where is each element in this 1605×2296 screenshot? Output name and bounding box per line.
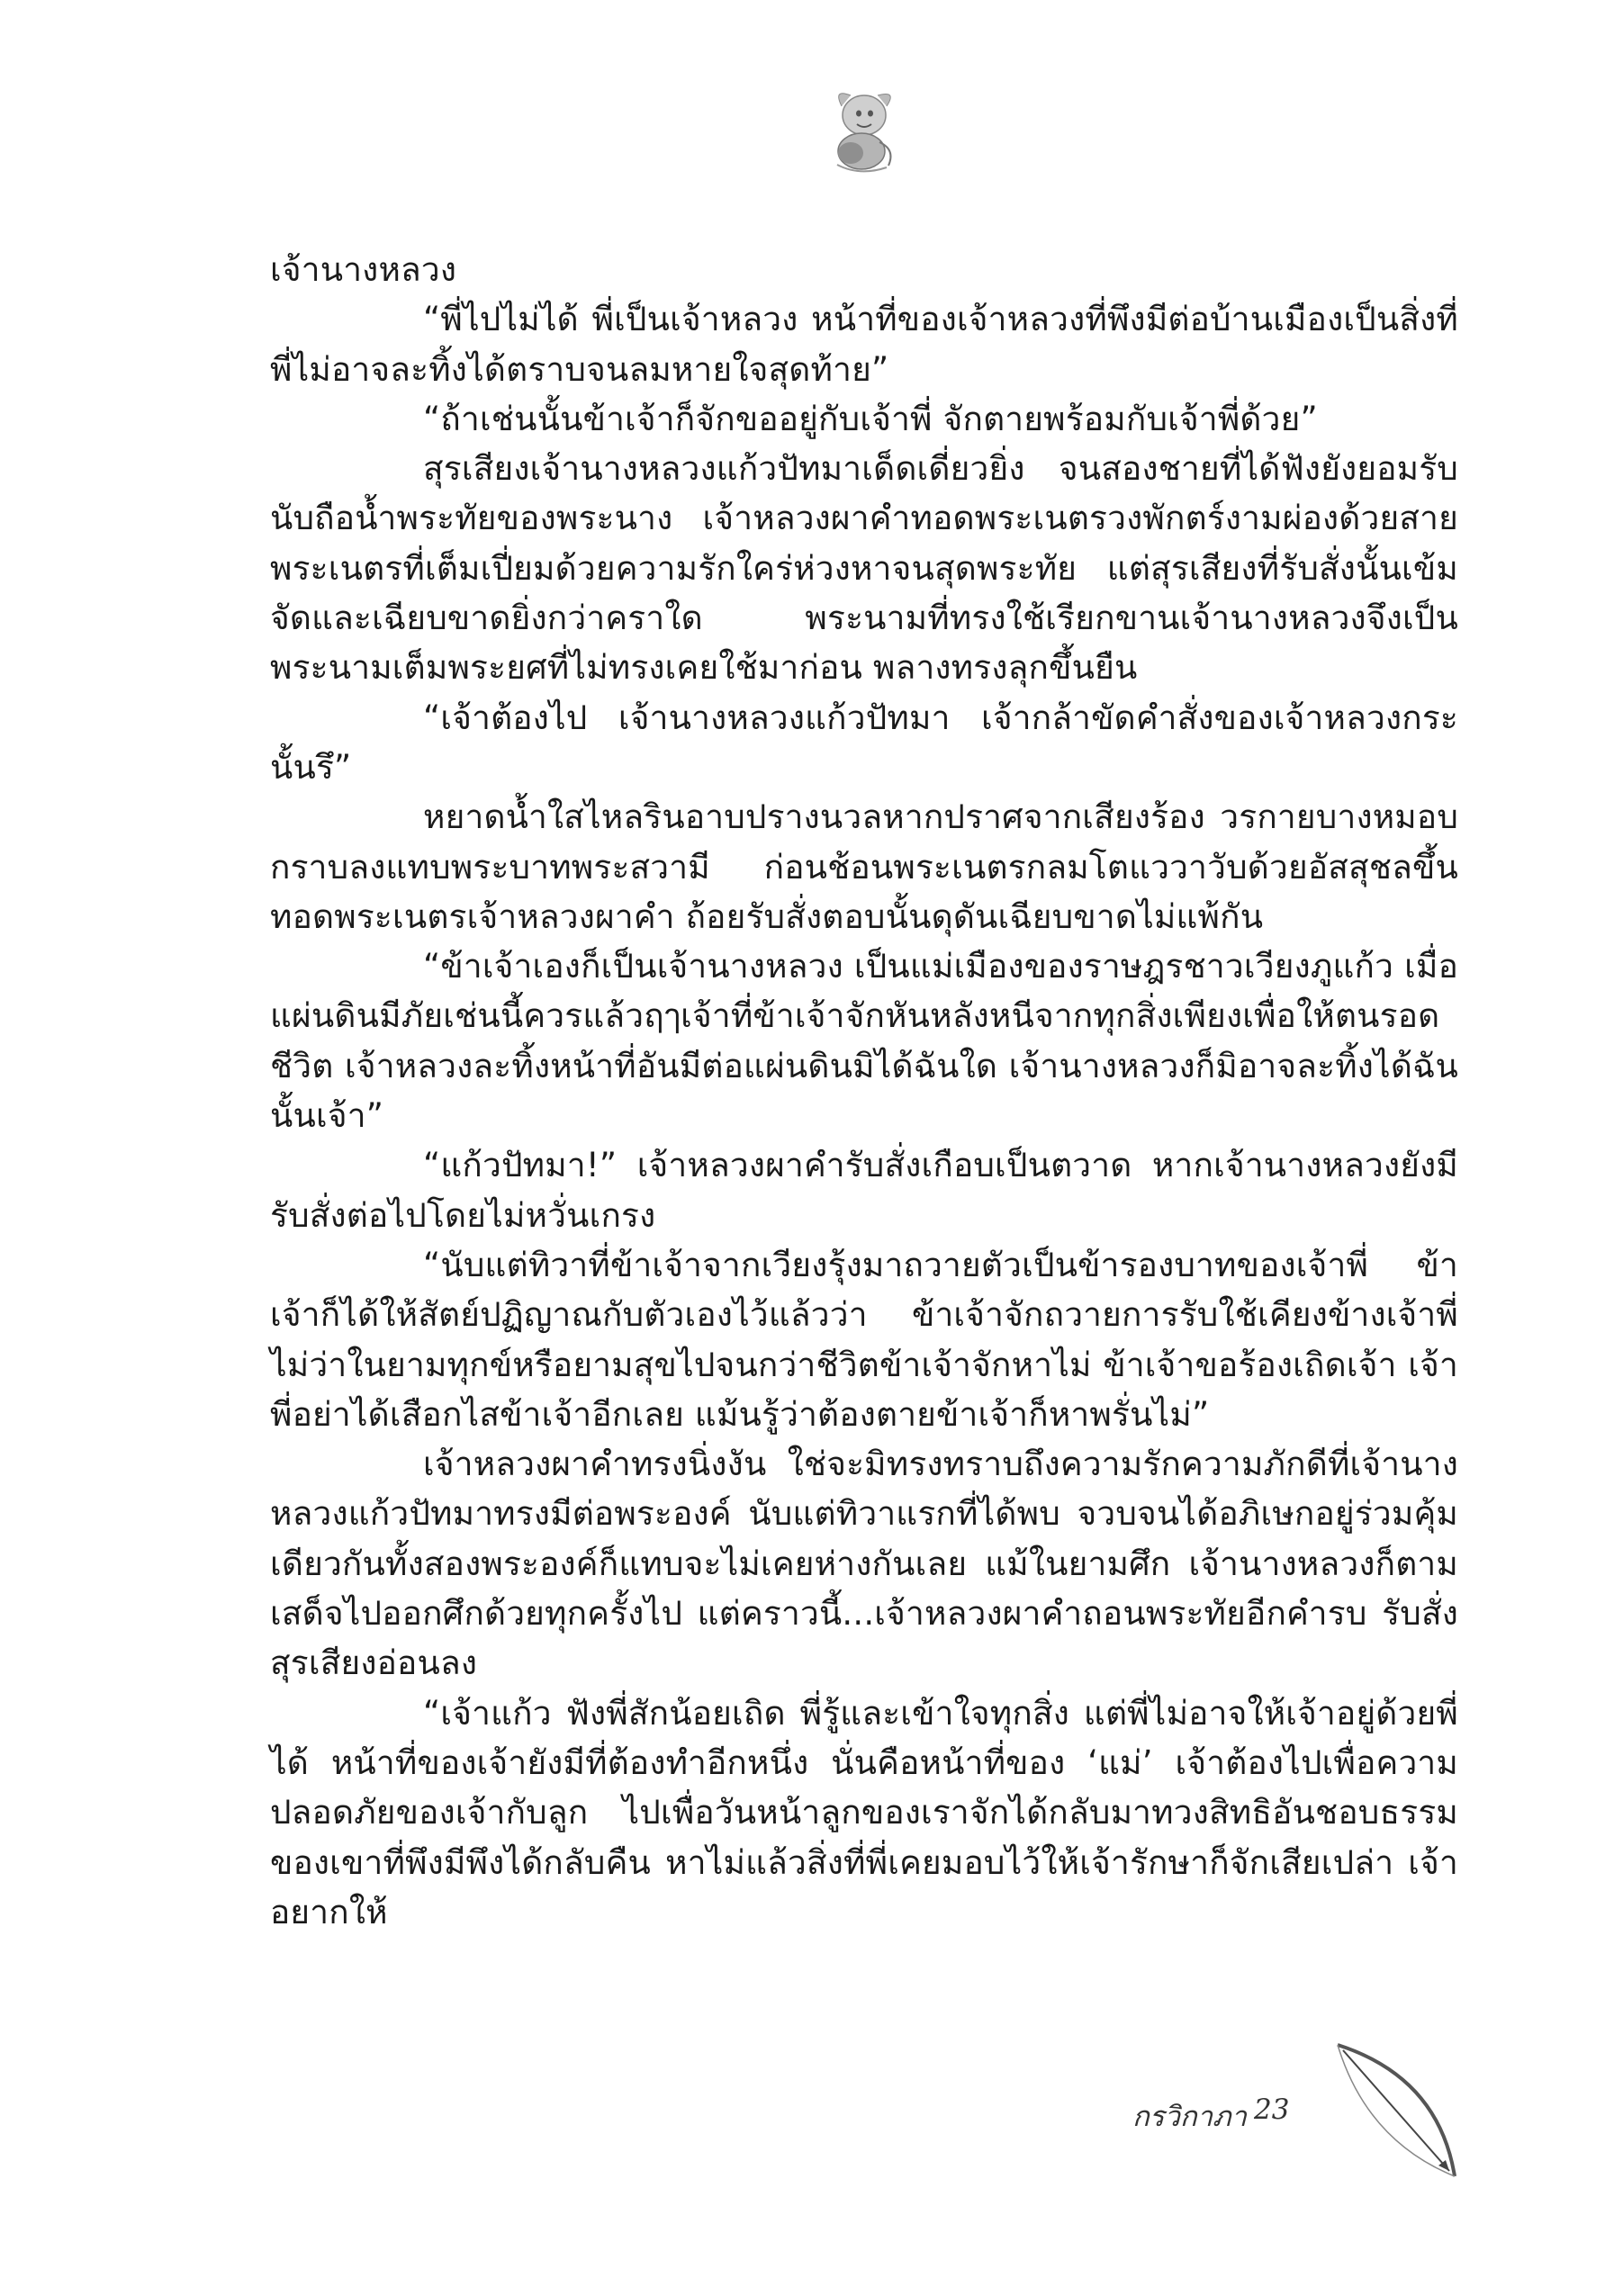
page-number: 23 (1254, 2093, 1290, 2126)
paragraph: “เจ้าแก้ว ฟังพี่สักน้อยเถิด พี่รู้และเข้าใจทุกสิ่ง แต่พี่ไม่อาจให้เจ้าอยู่ด้วยพี่ได้ หน้าที่ของเจ้ายังมีที่ต้องทำอีกหนึ่ง นั่นคือหน้าที่ของ ‘แม่’ เจ้าต้องไปเพื่อความปลอดภัยของเจ้ากับลูก ไปเพื่อวันหน้าลูกของเราจักได้กลับมาทวงสิทธิอันชอบธรรมของเขาที่พึงมีพึงได้กลับคืน หาไม่แล้วสิ่งที่พี่เคยมอบไว้ให้เจ้ารักษาก็จักเสียเปล่า เจ้าอยากให้ (270, 1693, 1458, 1931)
paragraph: เจ้านางหลวง (270, 250, 457, 289)
paragraph: “นับแต่ทิวาที่ข้าเจ้าจากเวียงรุ้งมาถวายตัวเป็นข้ารองบาทของเจ้าพี่ ข้าเจ้าก็ได้ให้สัตย์ปฏิญาณกับตัวเองไว้แล้วว่า ข้าเจ้าจักถวายการรับใช้เคียงข้างเจ้าพี่ไม่ว่าในยามทุกข์หรือยามสุขไปจนกว่าชีวิตข้าเจ้าจักหาไม่ ข้าเจ้าขอร้องเถิดเจ้า เจ้าพี่อย่าได้เสือกไสข้าเจ้าอีกเลย แม้นรู้ว่าต้องตายข้าเจ้าก็หาพรั่นไม่” (270, 1245, 1458, 1434)
paragraph: “ถ้าเช่นนั้นข้าเจ้าก็จักขออยู่กับเจ้าพี่ จักตายพร้อมกับเจ้าพี่ด้วย” (423, 399, 1318, 438)
paragraph: “พี่ไปไม่ได้ พี่เป็นเจ้าหลวง หน้าที่ของเจ้าหลวงที่พึงมีต่อบ้านเมืองเป็นสิ่งที่พี่ไม่อาจละทิ้งได้ตราบจนลมหายใจสุดท้าย” (270, 300, 1458, 389)
paragraph: “เจ้าต้องไป เจ้านางหลวงแก้วปัทมา เจ้ากล้าขัดคำสั่งของเจ้าหลวงกระนั้นรึ” (270, 698, 1458, 787)
paragraph: สุรเสียงเจ้านางหลวงแก้วปัทมาเด็ดเดี่ยวยิ่ง จนสองชายที่ได้ฟังยังยอมรับนับถือน้ำพระทัยของพระนาง เจ้าหลวงผาคำทอดพระเนตรวงพักตร์งามผ่องด้วยสายพระเนตรที่เต็มเปี่ยมด้วยความรักใคร่ห่วงหาจนสุดพระทัย แต่สุรเสียงที่รับสั่งนั้นเข้มจัดและเฉียบขาดยิ่งกว่าคราใด พระนามที่ทรงใช้เรียกขานเจ้านางหลวงจึงเป็นพระนามเต็มพระยศที่ไม่ทรงเคยใช้มาก่อน พลางทรงลุกขึ้นยืน (270, 449, 1458, 688)
child-cupid-ornament-icon (815, 79, 914, 178)
paragraph: “แก้วปัทมา!” เจ้าหลวงผาคำรับสั่งเกือบเป็นตวาด หากเจ้านางหลวงยังมีรับสั่งต่อไปโดยไม่หวั่นเกรง (270, 1146, 1458, 1235)
bow-and-arrow-icon (1330, 2041, 1465, 2194)
body-text (270, 245, 1458, 1937)
paragraph: หยาดน้ำใสไหลรินอาบปรางนวลหากปราศจากเสียงร้อง วรกายบางหมอบกราบลงแทบพระบาทพระสวามี ก่อนช้อนพระเนตรกลมโตแววาวับด้วยอัสสุชลขึ้นทอดพระเนตรเจ้าหลวงผาคำ ถ้อยรับสั่งตอบนั้นดุดันเฉียบขาดไม่แพ้กัน (270, 797, 1458, 936)
paragraph: เจ้าหลวงผาคำทรงนิ่งงัน ใช่จะมิทรงทราบถึงความรักความภักดีที่เจ้านางหลวงแก้วปัทมาทรงมีต่อพระองค์ นับแต่ทิวาแรกที่ได้พบ จวบจนได้อภิเษกอยู่ร่วมคุ้มเดียวกันทั้งสองพระองค์ก็แทบจะไม่เคยห่างกันเลย แม้ในยามศึก เจ้านางหลวงก็ตามเสด็จไปออกศึกด้วยทุกครั้งไป แต่คราวนี้...เจ้าหลวงผาคำถอนพระทัยอีกคำรบ รับสั่งสุรเสียงอ่อนลง (270, 1445, 1458, 1683)
paragraph: “ข้าเจ้าเองก็เป็นเจ้านางหลวง เป็นแม่เมืองของราษฎรชาวเวียงภูแก้ว เมื่อแผ่นดินมีภัยเช่นนี้ควรแล้วฤๅเจ้าที่ข้าเจ้าจักหันหลังหนีจากทุกสิ่งเพียงเพื่อให้ตนรอดชีวิต เจ้าหลวงละทิ้งหน้าที่อันมีต่อแผ่นดินมิได้ฉันใด เจ้านางหลวงก็มิอาจละทิ้งได้ฉันนั้นเจ้า” (270, 947, 1458, 1136)
running-footer-title: กรวิกาภา (1132, 2101, 1247, 2133)
